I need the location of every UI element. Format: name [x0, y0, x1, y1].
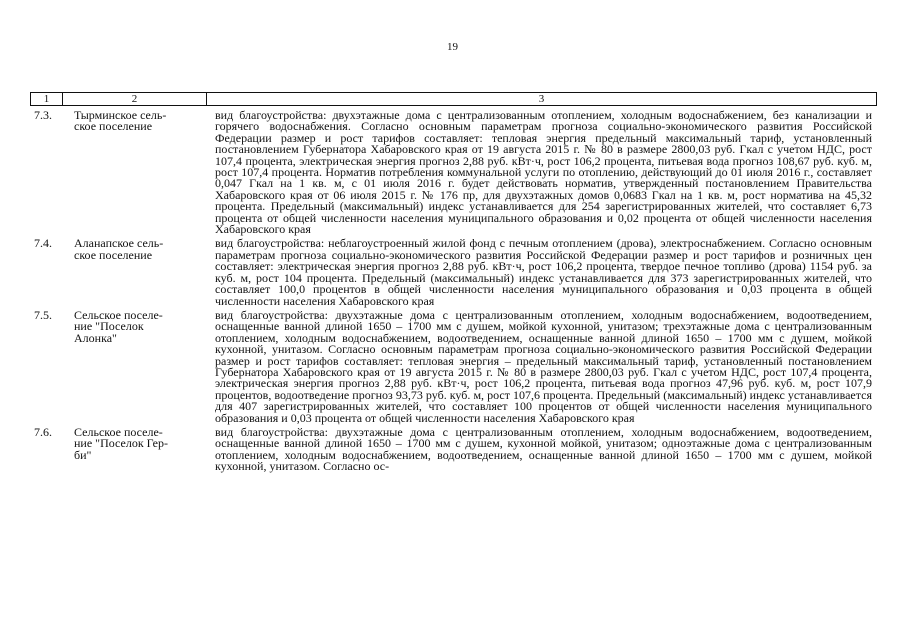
row-number: 7.3.	[34, 108, 52, 122]
settlement-name: Сельское поселе- ние "Поселок Алонка"	[74, 307, 163, 345]
row-description: вид благоустройства: неблагоустроенный жилой фонд с печным отоплением (дрова), электроснабжением. Согласно основным параметрам прогноза социально-экономического развития Российской Федерации размер и рост тарифов и розничных цен составляет: электрическая энергия прогноз 2,88 руб. кВт·ч, рост 106,2 процента, твердое печное топливо (дрова) 1154 руб. за куб. м, рост 104 процента. Предельный (максимальный) индекс устанавливается для 373 зарегистрированных жителей, что составляет 100,0 процентов в общей численности населения муниципального образования и 0,03 процента в общей численности населения Хабаровского края	[215, 236, 872, 308]
page-number: 19	[447, 41, 458, 53]
header-col-1: 1	[31, 93, 63, 105]
row-description: вид благоустройства: двухэтажные дома с централизованным отоплением, холодным водоснабжением, без канализации и горячего водоснабжения. Согласно основным параметрам прогноза социально-экономического развития Российской Федерации размер и рост тарифов составляет: тепловая энергия предельный максимальный тариф, установленный постановлением Губернатора Хабаровского края от 19 августа 2015 г. № 80 в размере 2800,03 руб. Гкал с учетом НДС, рост 107,4 процента, электрическая энергия прогноз 2,88 руб. кВт·ч, рост 106,2 процента, питьевая вода прогноз 108,67 руб. куб. м, рост 107,4 процента. Норматив потребления коммунальной услуги по отоплению, действующий до 01 июля 2016 г., составляет 0,047 Гкал на 1 кв. м, с 01 июля 2016 г. будет действовать норматив, утвержденный постановлением Правительства Хабаровского края от 06 июля 2015 г. № 176 пр, для двухэтажных домов 0,0683 Гкал на 1 кв. м, рост норматива на 45,32 процента. Предельный (максимальный) индекс устанавливается для 254 зарегистрированных жителей, что составляет 6,73 процента от общей численности населения муниципального образования и 0,02 процента от общей численности населения Хабаровского края	[215, 108, 872, 237]
settlement-name: Сельское поселе- ние "Поселок Гер- би"	[74, 424, 168, 462]
row-number: 7.5.	[34, 307, 52, 322]
row-number: 7.4.	[34, 236, 52, 251]
table-row	[30, 238, 877, 306]
table-row	[30, 110, 877, 235]
table-row	[30, 424, 877, 474]
data-table	[30, 92, 877, 473]
row-description: вид благоустройства: двухэтажные дома с централизованным отоплением, холодным водоснабжением, водоотведением, оснащенные ванной длиной 1650 – 1700 мм с душем, кухонной мойкой, унитазом; одноэтажные дома с централизованным отоплением, холодным водоснабжением, водоотведением, оснащенные ванной длиной 1650 – 1700 мм с душем, мойкой кухонной, унитазом. Согласно ос-	[215, 424, 872, 474]
header-col-2: 2	[63, 93, 207, 105]
settlement-name: Тырминское сель- ское поселение	[74, 108, 167, 134]
row-description: вид благоустройства: двухэтажные дома с централизованным отоплением, холодным водоснабжением, водоотведением, оснащенные ванной длиной 1650 – 1700 мм с душем, мойкой кухонной, унитазом; трехэтажные дома с централизованным отоплением, холодным водоснабжением, водоотведением, оснащенные ванной длиной 1650 – 1700 мм с душем, мойкой кухонной, унитазом. Согласно основным параметрам прогноза социально-экономического развития Российской Федерации размер и рост тарифов составляет: тепловая энергия – предельный максимальный тариф, установленный постановлением Губернатора Хабаровского края от 19 августа 2015 г. № 80 в размере 2800,03 руб. Гкал с учетом НДС, рост 107,4 процента, электрическая энергия прогноз 2,88 руб. кВт·ч, рост 106,2 процента, питьевая вода прогноз 47,96 руб. куб. м, рост 107,9 процентов, водоотведение прогноз 93,73 руб. куб. м, рост 107,6 процента. Предельный (максимальный) индекс устанавливается для 407 зарегистрированных жителей, что составляет 100 процентов от общей численности населения муниципального образования и 0,03 процента от общей численности населения Хабаровского края	[215, 307, 872, 425]
table-row	[30, 307, 877, 425]
header-col-3: 3	[538, 93, 545, 105]
row-number: 7.6.	[34, 424, 52, 439]
table-header-row	[30, 92, 877, 106]
settlement-name: Аланапское сель- ское поселение	[74, 236, 164, 262]
